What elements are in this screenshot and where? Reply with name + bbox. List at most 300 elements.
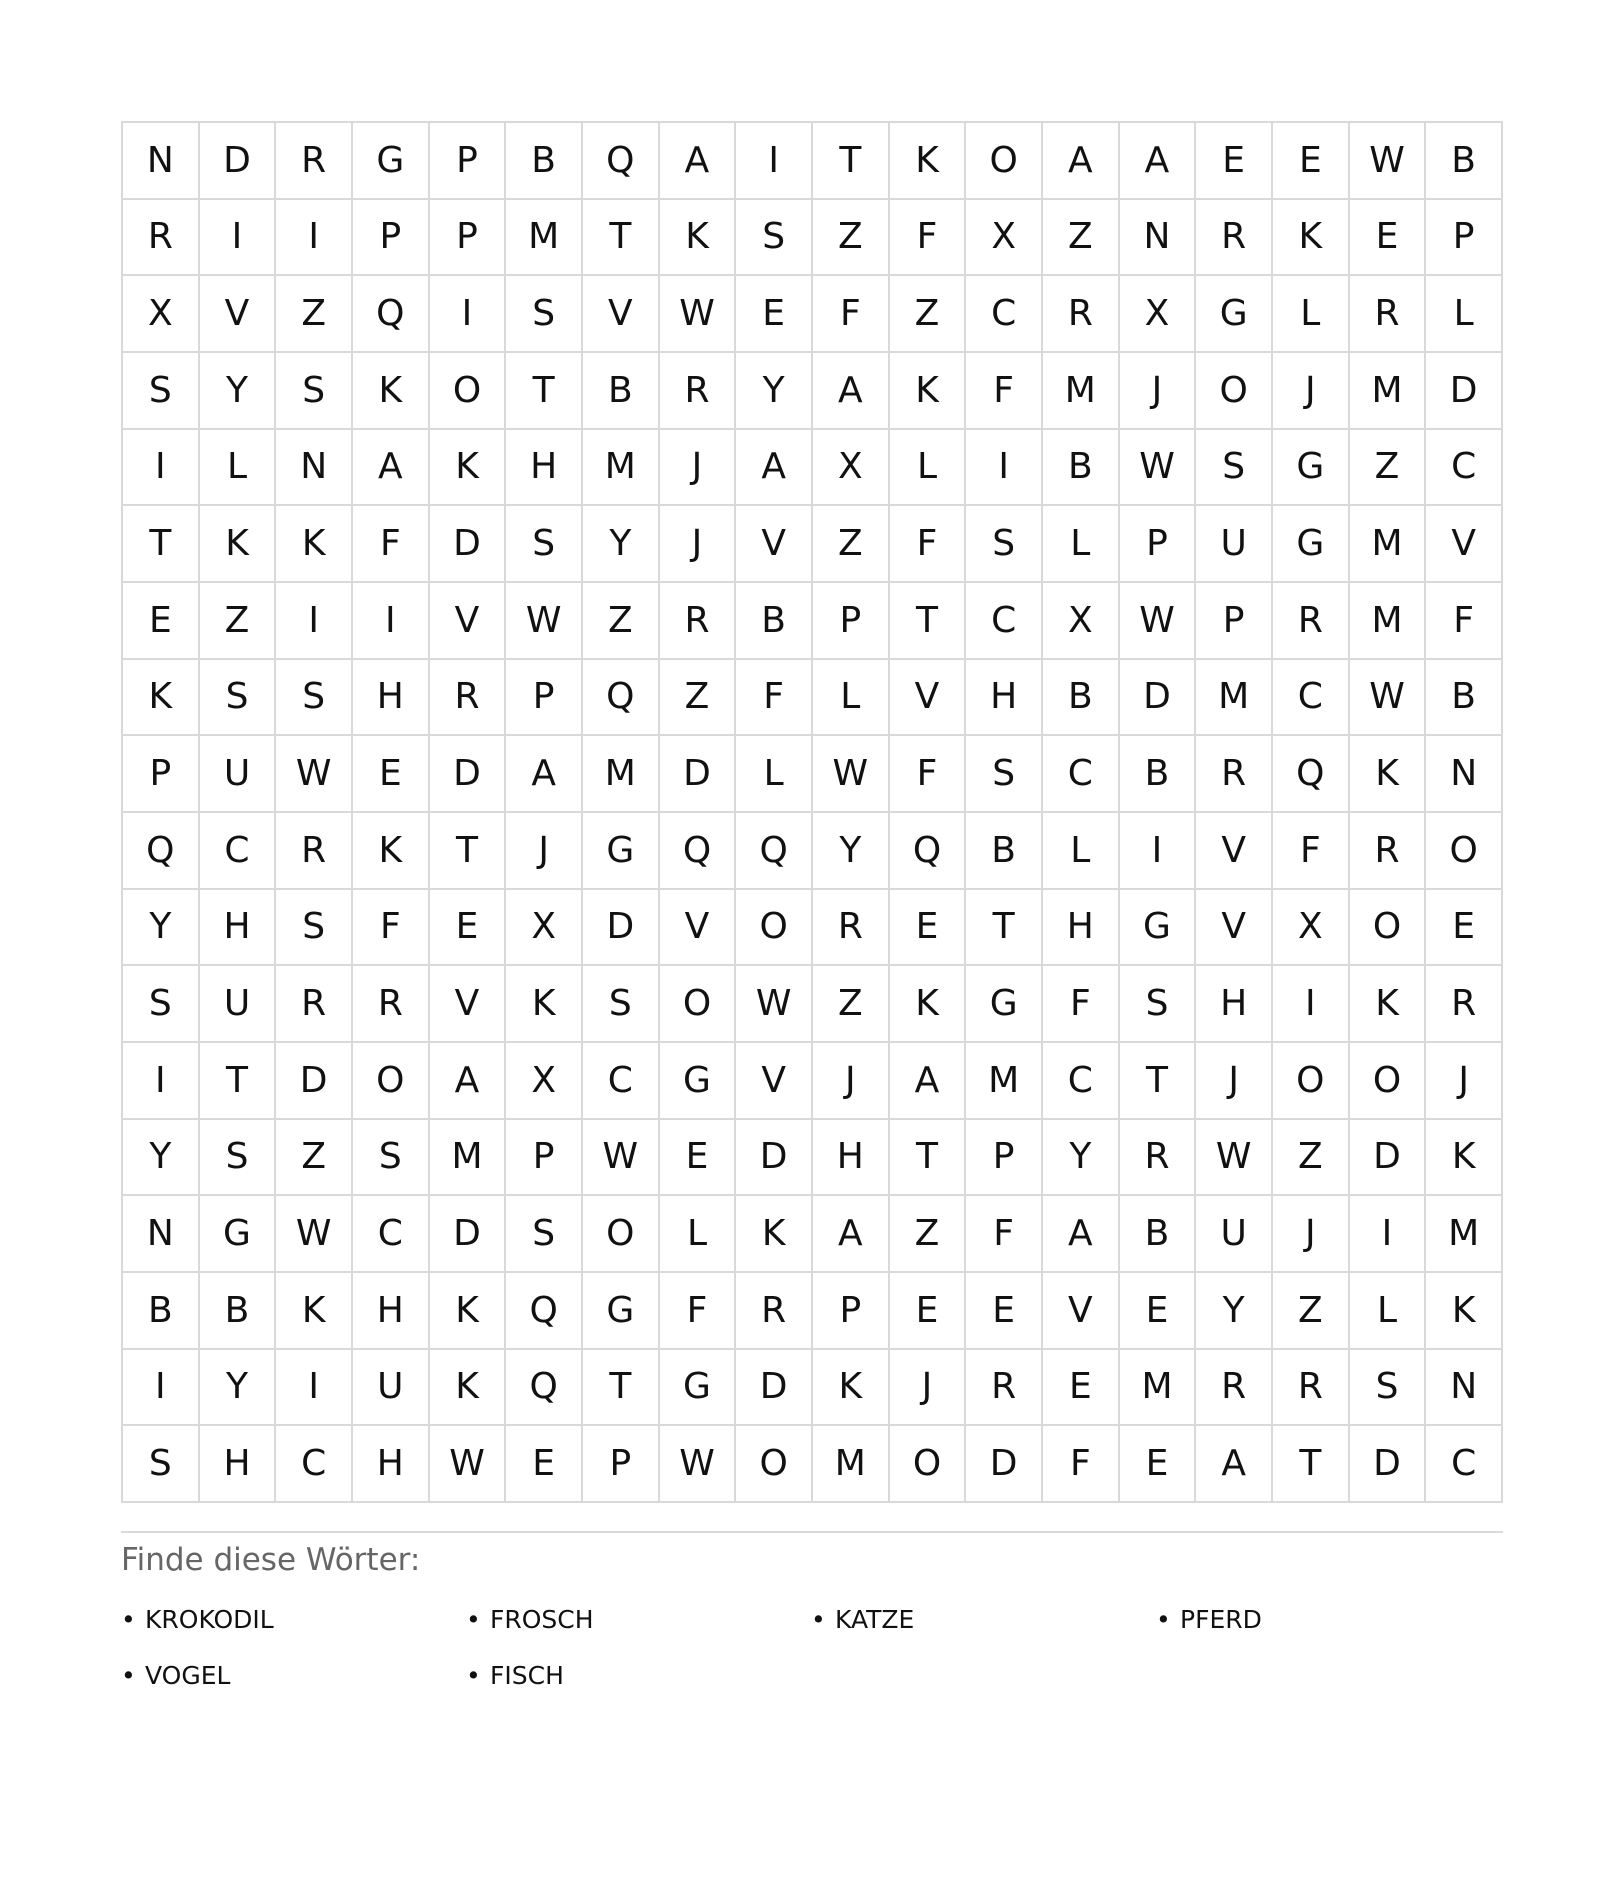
grid-cell[interactable]: H [353, 1273, 430, 1350]
grid-cell[interactable]: H [813, 1120, 890, 1197]
grid-cell[interactable]: I [1273, 966, 1350, 1043]
grid-cell[interactable]: P [353, 200, 430, 277]
grid-cell[interactable]: V [430, 583, 507, 660]
grid-cell[interactable]: R [1120, 1120, 1197, 1197]
grid-cell[interactable]: P [813, 1273, 890, 1350]
grid-cell[interactable]: R [660, 583, 737, 660]
grid-cell[interactable]: H [506, 430, 583, 507]
grid-cell[interactable]: O [1350, 890, 1427, 967]
grid-cell[interactable]: S [123, 966, 200, 1043]
grid-cell[interactable]: E [660, 1120, 737, 1197]
grid-cell[interactable]: L [660, 1196, 737, 1273]
grid-cell[interactable]: F [813, 276, 890, 353]
grid-cell[interactable]: R [736, 1273, 813, 1350]
grid-cell[interactable]: A [890, 1043, 967, 1120]
grid-cell[interactable]: D [1120, 660, 1197, 737]
grid-cell[interactable]: Y [813, 813, 890, 890]
grid-cell[interactable]: T [890, 1120, 967, 1197]
grid-cell[interactable]: N [1426, 736, 1503, 813]
grid-cell[interactable]: R [660, 353, 737, 430]
grid-cell[interactable]: P [1120, 506, 1197, 583]
grid-cell[interactable]: L [890, 430, 967, 507]
grid-cell[interactable]: W [660, 276, 737, 353]
grid-cell[interactable]: K [736, 1196, 813, 1273]
grid-cell[interactable]: V [1196, 813, 1273, 890]
grid-cell[interactable]: B [1043, 660, 1120, 737]
grid-cell[interactable]: Y [1196, 1273, 1273, 1350]
grid-cell[interactable]: Y [736, 353, 813, 430]
grid-cell[interactable]: Z [276, 1120, 353, 1197]
grid-cell[interactable]: Z [276, 276, 353, 353]
grid-cell[interactable]: S [276, 890, 353, 967]
grid-cell[interactable]: E [430, 890, 507, 967]
grid-cell[interactable]: F [1426, 583, 1503, 660]
grid-cell[interactable]: C [276, 1426, 353, 1503]
grid-cell[interactable]: C [1043, 1043, 1120, 1120]
grid-cell[interactable]: L [1273, 276, 1350, 353]
grid-cell[interactable]: M [813, 1426, 890, 1503]
grid-cell[interactable]: J [660, 430, 737, 507]
grid-cell[interactable]: K [890, 966, 967, 1043]
grid-cell[interactable]: T [123, 506, 200, 583]
grid-cell[interactable]: N [123, 1196, 200, 1273]
grid-cell[interactable]: G [660, 1350, 737, 1427]
grid-cell[interactable]: N [276, 430, 353, 507]
grid-cell[interactable]: S [506, 506, 583, 583]
grid-cell[interactable]: F [1043, 966, 1120, 1043]
grid-cell[interactable]: L [1350, 1273, 1427, 1350]
grid-cell[interactable]: G [583, 813, 660, 890]
grid-cell[interactable]: K [1426, 1120, 1503, 1197]
grid-cell[interactable]: C [1426, 1426, 1503, 1503]
grid-cell[interactable]: V [1426, 506, 1503, 583]
grid-cell[interactable]: E [1043, 1350, 1120, 1427]
grid-cell[interactable]: Z [890, 276, 967, 353]
grid-cell[interactable]: B [1426, 660, 1503, 737]
grid-cell[interactable]: J [1273, 1196, 1350, 1273]
grid-cell[interactable]: K [1273, 200, 1350, 277]
grid-cell[interactable]: P [430, 200, 507, 277]
grid-cell[interactable]: B [966, 813, 1043, 890]
grid-cell[interactable]: K [123, 660, 200, 737]
grid-cell[interactable]: D [430, 506, 507, 583]
grid-cell[interactable]: H [200, 890, 277, 967]
grid-cell[interactable]: A [813, 1196, 890, 1273]
grid-cell[interactable]: F [1043, 1426, 1120, 1503]
grid-cell[interactable]: W [430, 1426, 507, 1503]
grid-cell[interactable]: S [966, 506, 1043, 583]
grid-cell[interactable]: H [966, 660, 1043, 737]
grid-cell[interactable]: I [123, 430, 200, 507]
grid-cell[interactable]: Z [583, 583, 660, 660]
grid-cell[interactable]: V [1196, 890, 1273, 967]
grid-cell[interactable]: B [1120, 736, 1197, 813]
grid-cell[interactable]: W [1120, 430, 1197, 507]
grid-cell[interactable]: D [276, 1043, 353, 1120]
grid-cell[interactable]: F [1273, 813, 1350, 890]
grid-cell[interactable]: I [736, 123, 813, 200]
grid-cell[interactable]: K [813, 1350, 890, 1427]
grid-cell[interactable]: O [1273, 1043, 1350, 1120]
grid-cell[interactable]: Y [583, 506, 660, 583]
grid-cell[interactable]: H [1196, 966, 1273, 1043]
grid-cell[interactable]: P [123, 736, 200, 813]
grid-cell[interactable]: S [1196, 430, 1273, 507]
grid-cell[interactable]: U [1196, 506, 1273, 583]
grid-cell[interactable]: O [660, 966, 737, 1043]
grid-cell[interactable]: P [1426, 200, 1503, 277]
grid-cell[interactable]: V [736, 506, 813, 583]
grid-cell[interactable]: B [123, 1273, 200, 1350]
grid-cell[interactable]: C [583, 1043, 660, 1120]
grid-cell[interactable]: M [583, 736, 660, 813]
grid-cell[interactable]: G [1196, 276, 1273, 353]
grid-cell[interactable]: Z [890, 1196, 967, 1273]
grid-cell[interactable]: A [353, 430, 430, 507]
grid-cell[interactable]: U [353, 1350, 430, 1427]
grid-cell[interactable]: W [813, 736, 890, 813]
grid-cell[interactable]: R [1273, 1350, 1350, 1427]
grid-cell[interactable]: E [736, 276, 813, 353]
grid-cell[interactable]: I [123, 1350, 200, 1427]
grid-cell[interactable]: V [890, 660, 967, 737]
grid-cell[interactable]: F [966, 353, 1043, 430]
grid-cell[interactable]: L [200, 430, 277, 507]
grid-cell[interactable]: X [966, 200, 1043, 277]
grid-cell[interactable]: I [353, 583, 430, 660]
grid-cell[interactable]: P [583, 1426, 660, 1503]
grid-cell[interactable]: R [966, 1350, 1043, 1427]
grid-cell[interactable]: S [276, 353, 353, 430]
grid-cell[interactable]: E [966, 1273, 1043, 1350]
grid-cell[interactable]: G [1120, 890, 1197, 967]
grid-cell[interactable]: S [736, 200, 813, 277]
grid-cell[interactable]: Y [200, 1350, 277, 1427]
grid-cell[interactable]: J [1273, 353, 1350, 430]
grid-cell[interactable]: W [736, 966, 813, 1043]
grid-cell[interactable]: W [1350, 123, 1427, 200]
grid-cell[interactable]: G [353, 123, 430, 200]
grid-cell[interactable]: E [1350, 200, 1427, 277]
grid-cell[interactable]: E [1120, 1273, 1197, 1350]
grid-cell[interactable]: G [583, 1273, 660, 1350]
grid-cell[interactable]: K [890, 123, 967, 200]
grid-cell[interactable]: O [736, 890, 813, 967]
grid-cell[interactable]: X [813, 430, 890, 507]
grid-cell[interactable]: L [1043, 506, 1120, 583]
grid-cell[interactable]: Q [506, 1350, 583, 1427]
grid-cell[interactable]: I [123, 1043, 200, 1120]
grid-cell[interactable]: M [1350, 353, 1427, 430]
grid-cell[interactable]: Z [1350, 430, 1427, 507]
grid-cell[interactable]: T [583, 1350, 660, 1427]
grid-cell[interactable]: K [430, 1273, 507, 1350]
grid-cell[interactable]: T [506, 353, 583, 430]
grid-cell[interactable]: F [890, 736, 967, 813]
grid-cell[interactable]: V [660, 890, 737, 967]
grid-cell[interactable]: J [1426, 1043, 1503, 1120]
grid-cell[interactable]: U [200, 736, 277, 813]
grid-cell[interactable]: G [660, 1043, 737, 1120]
grid-cell[interactable]: G [1273, 506, 1350, 583]
grid-cell[interactable]: D [200, 123, 277, 200]
grid-cell[interactable]: O [583, 1196, 660, 1273]
grid-cell[interactable]: Z [1273, 1120, 1350, 1197]
grid-cell[interactable]: X [506, 890, 583, 967]
grid-cell[interactable]: V [200, 276, 277, 353]
grid-cell[interactable]: Z [1043, 200, 1120, 277]
grid-cell[interactable]: K [1426, 1273, 1503, 1350]
grid-cell[interactable]: D [1350, 1120, 1427, 1197]
grid-cell[interactable]: F [890, 200, 967, 277]
grid-cell[interactable]: J [890, 1350, 967, 1427]
grid-cell[interactable]: F [660, 1273, 737, 1350]
grid-cell[interactable]: P [506, 660, 583, 737]
grid-cell[interactable]: R [430, 660, 507, 737]
grid-cell[interactable]: F [966, 1196, 1043, 1273]
grid-cell[interactable]: K [1350, 736, 1427, 813]
grid-cell[interactable]: P [506, 1120, 583, 1197]
grid-cell[interactable]: E [1273, 123, 1350, 200]
grid-cell[interactable]: S [1120, 966, 1197, 1043]
grid-cell[interactable]: R [1350, 813, 1427, 890]
grid-cell[interactable]: M [506, 200, 583, 277]
grid-cell[interactable]: B [583, 353, 660, 430]
grid-cell[interactable]: Q [890, 813, 967, 890]
grid-cell[interactable]: K [276, 1273, 353, 1350]
grid-cell[interactable]: B [506, 123, 583, 200]
grid-cell[interactable]: Z [200, 583, 277, 660]
grid-cell[interactable]: M [966, 1043, 1043, 1120]
grid-cell[interactable]: F [353, 506, 430, 583]
grid-cell[interactable]: E [890, 1273, 967, 1350]
grid-cell[interactable]: C [1426, 430, 1503, 507]
grid-cell[interactable]: Q [583, 123, 660, 200]
grid-cell[interactable]: W [1120, 583, 1197, 660]
grid-cell[interactable]: B [1120, 1196, 1197, 1273]
grid-cell[interactable]: Y [123, 890, 200, 967]
grid-cell[interactable]: W [276, 1196, 353, 1273]
grid-cell[interactable]: M [1043, 353, 1120, 430]
grid-cell[interactable]: M [1350, 506, 1427, 583]
grid-cell[interactable]: L [1043, 813, 1120, 890]
grid-cell[interactable]: D [583, 890, 660, 967]
grid-cell[interactable]: L [813, 660, 890, 737]
grid-cell[interactable]: X [1120, 276, 1197, 353]
grid-cell[interactable]: V [430, 966, 507, 1043]
grid-cell[interactable]: B [200, 1273, 277, 1350]
grid-cell[interactable]: P [966, 1120, 1043, 1197]
grid-cell[interactable]: I [966, 430, 1043, 507]
grid-cell[interactable]: R [1196, 200, 1273, 277]
grid-cell[interactable]: J [1120, 353, 1197, 430]
grid-cell[interactable]: Z [813, 966, 890, 1043]
grid-cell[interactable]: P [1196, 583, 1273, 660]
grid-cell[interactable]: H [200, 1426, 277, 1503]
grid-cell[interactable]: Q [736, 813, 813, 890]
grid-cell[interactable]: U [1196, 1196, 1273, 1273]
grid-cell[interactable]: X [506, 1043, 583, 1120]
grid-cell[interactable]: O [430, 353, 507, 430]
grid-cell[interactable]: S [123, 353, 200, 430]
grid-cell[interactable]: M [1350, 583, 1427, 660]
grid-cell[interactable]: S [1350, 1350, 1427, 1427]
grid-cell[interactable]: M [1426, 1196, 1503, 1273]
grid-cell[interactable]: Q [506, 1273, 583, 1350]
grid-cell[interactable]: R [813, 890, 890, 967]
grid-cell[interactable]: D [660, 736, 737, 813]
grid-cell[interactable]: H [353, 1426, 430, 1503]
grid-cell[interactable]: Q [660, 813, 737, 890]
grid-cell[interactable]: W [583, 1120, 660, 1197]
grid-cell[interactable]: D [430, 1196, 507, 1273]
grid-cell[interactable]: C [200, 813, 277, 890]
grid-cell[interactable]: T [200, 1043, 277, 1120]
grid-cell[interactable]: R [1043, 276, 1120, 353]
grid-cell[interactable]: V [1043, 1273, 1120, 1350]
grid-cell[interactable]: D [430, 736, 507, 813]
grid-cell[interactable]: K [276, 506, 353, 583]
grid-cell[interactable]: Y [123, 1120, 200, 1197]
grid-cell[interactable]: Q [353, 276, 430, 353]
grid-cell[interactable]: N [1426, 1350, 1503, 1427]
grid-cell[interactable]: W [1350, 660, 1427, 737]
grid-cell[interactable]: X [123, 276, 200, 353]
grid-cell[interactable]: C [1273, 660, 1350, 737]
grid-cell[interactable]: J [1196, 1043, 1273, 1120]
grid-cell[interactable]: E [353, 736, 430, 813]
grid-cell[interactable]: X [1273, 890, 1350, 967]
grid-cell[interactable]: L [736, 736, 813, 813]
grid-cell[interactable]: G [200, 1196, 277, 1273]
grid-cell[interactable]: N [1120, 200, 1197, 277]
grid-cell[interactable]: V [736, 1043, 813, 1120]
grid-cell[interactable]: E [1196, 123, 1273, 200]
grid-cell[interactable]: U [200, 966, 277, 1043]
grid-cell[interactable]: Y [200, 353, 277, 430]
grid-cell[interactable]: D [1350, 1426, 1427, 1503]
grid-cell[interactable]: K [506, 966, 583, 1043]
grid-cell[interactable]: A [1043, 123, 1120, 200]
grid-cell[interactable]: K [200, 506, 277, 583]
grid-cell[interactable]: A [736, 430, 813, 507]
grid-cell[interactable]: D [1426, 353, 1503, 430]
grid-cell[interactable]: K [353, 353, 430, 430]
grid-cell[interactable]: S [276, 660, 353, 737]
grid-cell[interactable]: T [583, 200, 660, 277]
grid-cell[interactable]: T [1120, 1043, 1197, 1120]
grid-cell[interactable]: A [660, 123, 737, 200]
grid-cell[interactable]: T [966, 890, 1043, 967]
grid-cell[interactable]: X [1043, 583, 1120, 660]
grid-cell[interactable]: S [583, 966, 660, 1043]
grid-cell[interactable]: A [813, 353, 890, 430]
grid-cell[interactable]: I [1120, 813, 1197, 890]
grid-cell[interactable]: A [506, 736, 583, 813]
grid-cell[interactable]: Q [583, 660, 660, 737]
grid-cell[interactable]: F [736, 660, 813, 737]
grid-cell[interactable]: R [1196, 736, 1273, 813]
grid-cell[interactable]: M [430, 1120, 507, 1197]
grid-cell[interactable]: R [276, 813, 353, 890]
grid-cell[interactable]: D [736, 1120, 813, 1197]
grid-cell[interactable]: W [506, 583, 583, 660]
grid-cell[interactable]: C [966, 276, 1043, 353]
grid-cell[interactable]: E [1426, 890, 1503, 967]
grid-cell[interactable]: O [736, 1426, 813, 1503]
grid-cell[interactable]: D [736, 1350, 813, 1427]
grid-cell[interactable]: N [123, 123, 200, 200]
grid-cell[interactable]: S [123, 1426, 200, 1503]
grid-cell[interactable]: O [353, 1043, 430, 1120]
grid-cell[interactable]: Z [660, 660, 737, 737]
grid-cell[interactable]: I [276, 200, 353, 277]
grid-cell[interactable]: K [430, 1350, 507, 1427]
grid-cell[interactable]: T [813, 123, 890, 200]
grid-cell[interactable]: K [660, 200, 737, 277]
grid-cell[interactable]: R [276, 123, 353, 200]
grid-cell[interactable]: K [430, 430, 507, 507]
grid-cell[interactable]: J [660, 506, 737, 583]
grid-cell[interactable]: K [1350, 966, 1427, 1043]
grid-cell[interactable]: B [1043, 430, 1120, 507]
grid-cell[interactable]: G [966, 966, 1043, 1043]
grid-cell[interactable]: G [1273, 430, 1350, 507]
grid-cell[interactable]: S [506, 1196, 583, 1273]
grid-cell[interactable]: B [1426, 123, 1503, 200]
grid-cell[interactable]: D [966, 1426, 1043, 1503]
grid-cell[interactable]: M [1120, 1350, 1197, 1427]
grid-cell[interactable]: H [1043, 890, 1120, 967]
grid-cell[interactable]: J [506, 813, 583, 890]
grid-cell[interactable]: Z [1273, 1273, 1350, 1350]
grid-cell[interactable]: P [430, 123, 507, 200]
grid-cell[interactable]: S [200, 660, 277, 737]
grid-cell[interactable]: O [1196, 353, 1273, 430]
grid-cell[interactable]: O [1426, 813, 1503, 890]
grid-cell[interactable]: P [813, 583, 890, 660]
grid-cell[interactable]: I [430, 276, 507, 353]
grid-cell[interactable]: T [890, 583, 967, 660]
grid-cell[interactable]: C [966, 583, 1043, 660]
grid-cell[interactable]: R [1350, 276, 1427, 353]
grid-cell[interactable]: R [276, 966, 353, 1043]
grid-cell[interactable]: T [430, 813, 507, 890]
grid-cell[interactable]: Y [1043, 1120, 1120, 1197]
grid-cell[interactable]: K [890, 353, 967, 430]
grid-cell[interactable]: F [353, 890, 430, 967]
grid-cell[interactable]: M [1196, 660, 1273, 737]
grid-cell[interactable]: M [583, 430, 660, 507]
grid-cell[interactable]: W [1196, 1120, 1273, 1197]
grid-cell[interactable]: Q [123, 813, 200, 890]
grid-cell[interactable]: R [353, 966, 430, 1043]
grid-cell[interactable]: S [353, 1120, 430, 1197]
grid-cell[interactable]: R [1196, 1350, 1273, 1427]
grid-cell[interactable]: K [353, 813, 430, 890]
grid-cell[interactable]: S [506, 276, 583, 353]
grid-cell[interactable]: E [123, 583, 200, 660]
grid-cell[interactable]: W [276, 736, 353, 813]
grid-cell[interactable]: I [1350, 1196, 1427, 1273]
grid-cell[interactable]: F [890, 506, 967, 583]
grid-cell[interactable]: S [200, 1120, 277, 1197]
grid-cell[interactable]: A [1120, 123, 1197, 200]
grid-cell[interactable]: I [200, 200, 277, 277]
grid-cell[interactable]: V [583, 276, 660, 353]
grid-cell[interactable]: R [1273, 583, 1350, 660]
grid-cell[interactable]: W [660, 1426, 737, 1503]
